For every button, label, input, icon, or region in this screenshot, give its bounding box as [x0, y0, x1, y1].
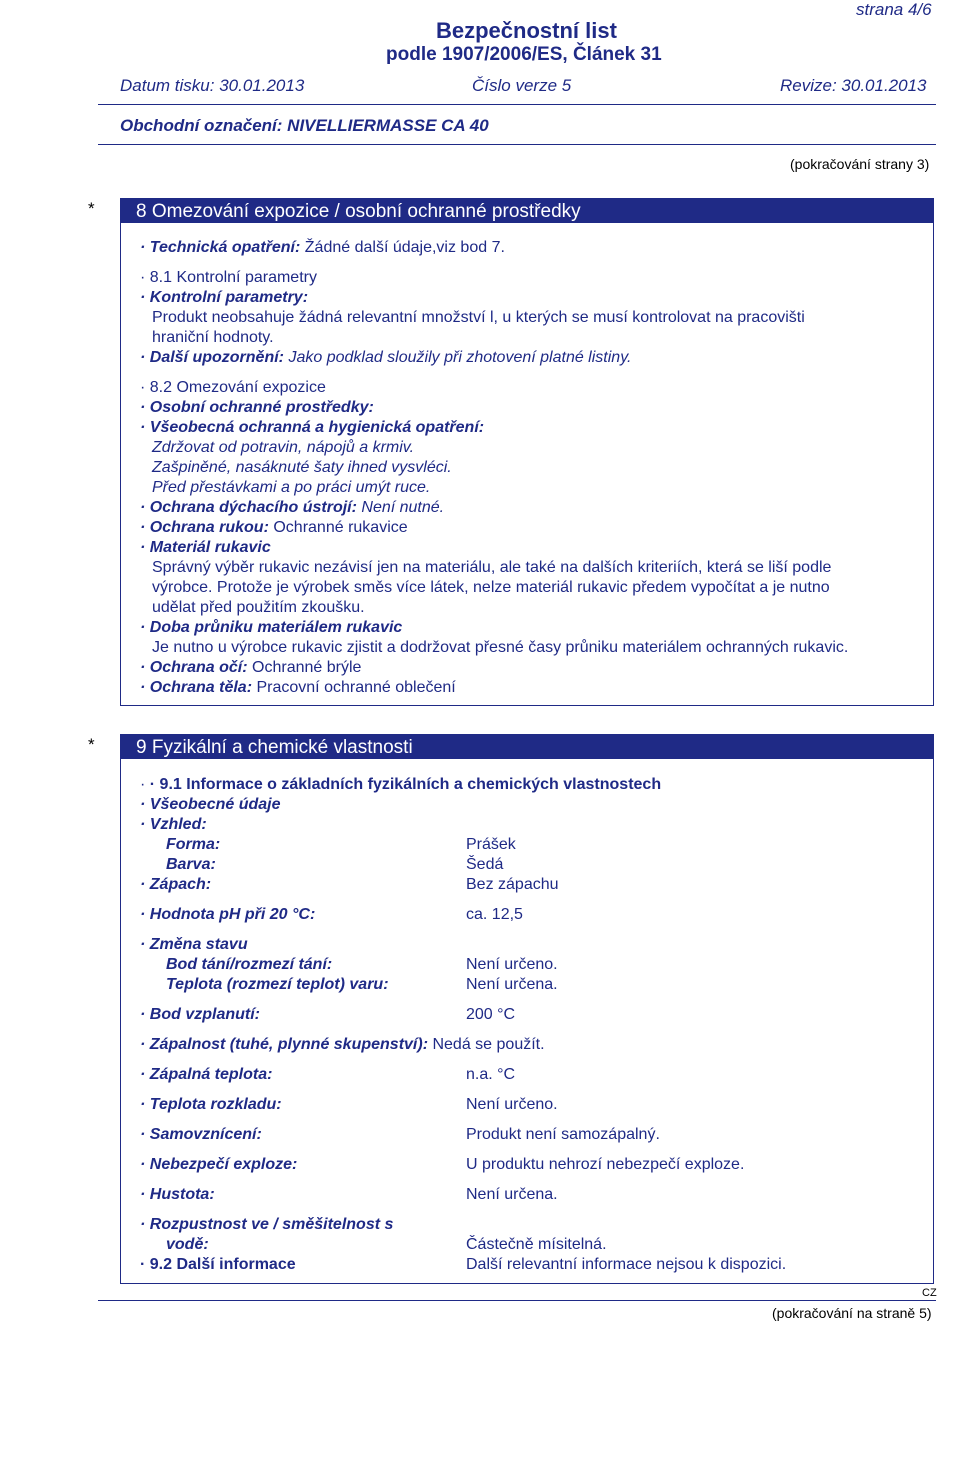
decomposition-temp-value: Není určeno. — [466, 1096, 558, 1113]
control-parameters-text-2: hraniční hodnoty. — [152, 329, 274, 346]
solubility-label-2: vodě: — [166, 1236, 209, 1253]
header-rule-bottom — [98, 144, 936, 145]
other-info-value: Další relevantní informace nejsou k dispozici. — [466, 1256, 787, 1273]
hygiene-label: · Všeobecná ochranná a hygienická opatření: — [140, 419, 485, 436]
explosion-danger-value: U produktu nehrozí nebezpečí exploze. — [466, 1156, 745, 1173]
control-parameters-label: · Kontrolní parametry: — [140, 289, 309, 306]
change-marker: * — [88, 199, 95, 218]
form-value: Prášek — [466, 836, 516, 853]
ignition-temp-label: · Zápalná teplota: — [140, 1066, 273, 1083]
solubility-value: Částečně mísitelná. — [466, 1236, 607, 1253]
color-label: Barva: — [166, 856, 216, 873]
color-value: Šedá — [466, 856, 504, 873]
decomposition-temp-label: · Teplota rozkladu: — [140, 1096, 282, 1113]
boiling-point-value: Není určena. — [466, 976, 558, 993]
melting-point-label: Bod tání/rozmezí tání: — [166, 956, 333, 973]
eye-protection: · Ochrana očí: Ochranné brýle — [140, 659, 362, 676]
heading-8-2: · 8.2 Omezování expozice — [140, 379, 326, 396]
melting-point-value: Není určeno. — [466, 956, 558, 973]
continued-to: (pokračování na straně 5) — [772, 1305, 932, 1321]
footer-rule — [98, 1300, 936, 1301]
glove-material-text-2: výrobce. Protože je výrobek směs více látek, nelze materiál rukavic předem vypočítat a je nutno — [152, 579, 830, 596]
additional-notes: · Další upozornění: Jako podklad sloužily při zhotovení platné listiny. — [140, 349, 632, 366]
change-marker: * — [88, 735, 95, 754]
section-8-title: 8 Omezování expozice / osobní ochranné prostředky — [120, 199, 934, 223]
penetration-time-text: Je nutno u výrobce rukavic zjistit a dodržovat přesné časy průniku materiálem ochranných rukavic. — [152, 639, 849, 656]
glove-material-label: · Materiál rukavic — [140, 539, 271, 556]
ph-label: · Hodnota pH při 20 °C: — [140, 906, 316, 923]
state-change-label: · Změna stavu — [140, 936, 248, 953]
self-ignition-value: Produkt není samozápalný. — [466, 1126, 660, 1143]
hygiene-text-2: Zašpiněné, nasáknuté šaty ihned vysvléci. — [152, 459, 452, 476]
boiling-point-label: Teplota (rozmezí teplot) varu: — [166, 976, 389, 993]
odor-value: Bez zápachu — [466, 876, 559, 893]
continued-from: (pokračování strany 3) — [790, 156, 930, 172]
trade-name: Obchodní označení: NIVELLIERMASSE CA 40 — [120, 116, 489, 135]
hygiene-text-1: Zdržovat od potravin, nápojů a krmiv. — [152, 439, 415, 456]
technical-measures: · Technická opatření: Žádné další údaje,viz bod 7. — [140, 239, 505, 256]
hygiene-text-3: Před přestávkami a po práci umýt ruce. — [152, 479, 431, 496]
heading-9-1: · · 9.1 Informace o základních fyzikálních a chemických vlastnostech — [140, 776, 662, 793]
section-9-title: 9 Fyzikální a chemické vlastnosti — [120, 735, 934, 759]
self-ignition-label: · Samovznícení: — [140, 1126, 262, 1143]
country-code: CZ — [922, 1287, 937, 1299]
odor-label: · Zápach: — [140, 876, 212, 893]
general-info-label: · Všeobecné údaje — [140, 796, 281, 813]
glove-material-text-3: udělat před použitím zkoušku. — [152, 599, 365, 616]
document-title: Bezpečnostní list — [436, 18, 617, 43]
document-subtitle: podle 1907/2006/ES, Článek 31 — [386, 44, 662, 65]
density-label: · Hustota: — [140, 1186, 215, 1203]
ppe-label: · Osobní ochranné prostředky: — [140, 399, 374, 416]
explosion-danger-label: · Nebezpečí exploze: — [140, 1156, 298, 1173]
flash-point-label: · Bod vzplanutí: — [140, 1006, 260, 1023]
glove-material-text-1: Správný výběr rukavic nezávisí jen na materiálu, ale také na dalších kriteriích, která se liší podle — [152, 559, 832, 576]
solubility-label-1: · Rozpustnost ve / směšitelnost s — [140, 1216, 394, 1233]
ph-value: ca. 12,5 — [466, 906, 523, 923]
other-info-label: · 9.2 Další informace — [140, 1256, 296, 1273]
flash-point-value: 200 °C — [466, 1006, 516, 1023]
hand-protection: · Ochrana rukou: Ochranné rukavice — [140, 519, 408, 536]
page-number: strana 4/6 — [856, 0, 932, 19]
heading-8-1: · 8.1 Kontrolní parametry — [140, 269, 317, 286]
control-parameters-text-1: Produkt neobsahuje žádná relevantní množství l, u kterých se musí kontrolovat na pracovišti — [152, 309, 805, 326]
print-date: Datum tisku: 30.01.2013 — [120, 76, 305, 95]
form-label: Forma: — [166, 836, 221, 853]
ignition-temp-value: n.a. °C — [466, 1066, 516, 1083]
penetration-time-label: · Doba průniku materiálem rukavic — [140, 619, 403, 636]
header-rule — [98, 104, 936, 105]
body-protection: · Ochrana těla: Pracovní ochranné oblečení — [140, 679, 456, 696]
flammability: · Zápalnost (tuhé, plynné skupenství): Nedá se použít. — [140, 1036, 545, 1053]
appearance-label: · Vzhled: — [140, 816, 207, 833]
version-number: Číslo verze 5 — [472, 76, 572, 95]
density-value: Není určena. — [466, 1186, 558, 1203]
respiratory-protection: · Ochrana dýchacího ústrojí: Není nutné. — [140, 499, 445, 516]
revision-date: Revize: 30.01.2013 — [780, 76, 927, 95]
